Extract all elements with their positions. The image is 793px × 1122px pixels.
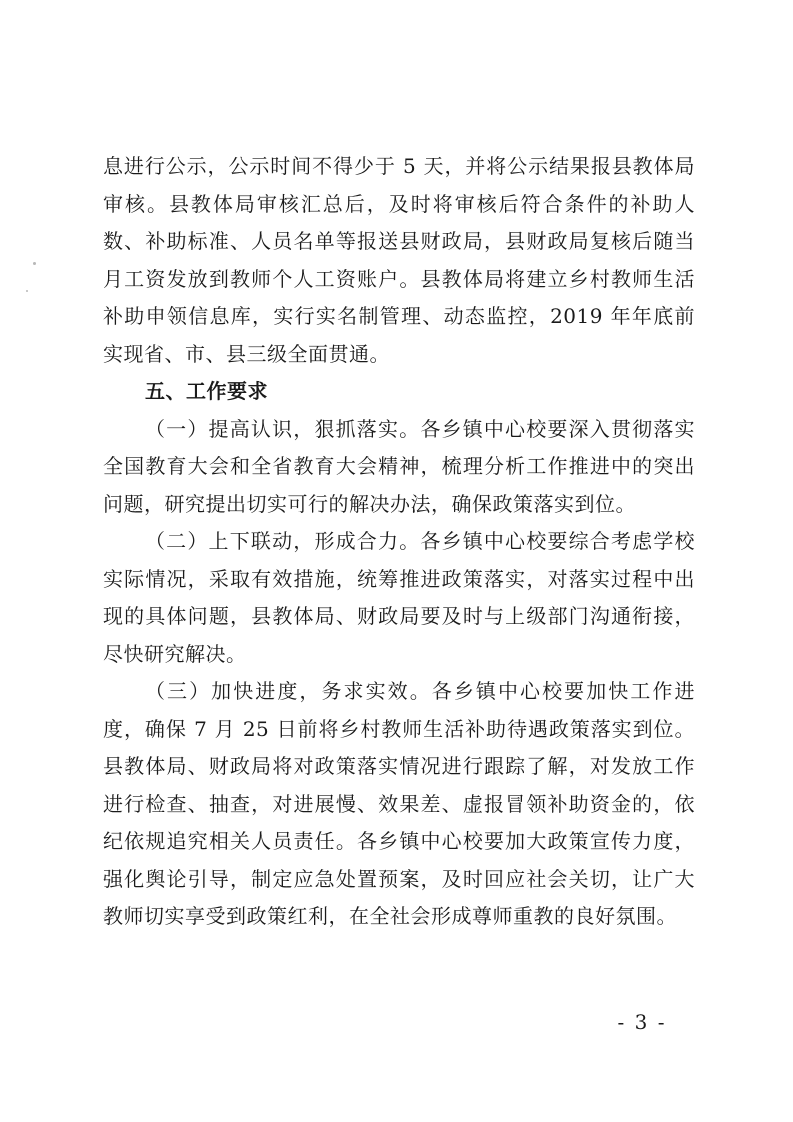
document-body bbox=[103, 148, 695, 936]
scan-speck bbox=[26, 290, 28, 292]
page-number: - 3 - bbox=[617, 1010, 667, 1034]
paragraph-continuation: 息进行公示，公示时间不得少于 5 天，并将公示结果报县教体局审核。县教体局审核汇总后，及时将审核后符合条件的补助人数、补助标准、人员名单等报送县财政局，县财政局复核后随当月工资发放到教师个人工资账户。县教体局将建立乡村教师生活补助申领信息库，实行实名制管理、动态监控，2019 年年底前实现省、市、县三级全面贯通。 bbox=[103, 154, 695, 366]
paragraph-item-3: （三）加快进度，务求实效。各乡镇中心校要加快工作进度，确保 7 月 25 日前将乡村教师生活补助待遇政策落实到位。县教体局、财政局将对政策落实情况进行跟踪了解，对发放工作进行检查、抽查，对进展慢、效果差、虚报冒领补助资金的，依纪依规追究相关人员责任。各乡镇中心校要加大政策宣传力度，强化舆论引导，制定应急处置预案，及时回应社会关切，让广大教师切实享受到政策红利，在全社会形成尊师重教的良好氛围。 bbox=[103, 679, 695, 928]
scan-speck bbox=[33, 262, 36, 265]
section-heading: 五、工作要求 bbox=[145, 379, 268, 403]
paragraph-item-2: （二）上下联动，形成合力。各乡镇中心校要综合考虑学校实际情况，采取有效措施，统筹推进政策落实，对落实过程中出现的具体问题，县教体局、财政局要及时与上级部门沟通衔接，尽快研究解决。 bbox=[103, 529, 695, 666]
paragraph-item-1: （一）提高认识，狠抓落实。各乡镇中心校要深入贯彻落实全国教育大会和全省教育大会精神，梳理分析工作推进中的突出问题，研究提出切实可行的解决办法，确保政策落实到位。 bbox=[103, 416, 695, 516]
